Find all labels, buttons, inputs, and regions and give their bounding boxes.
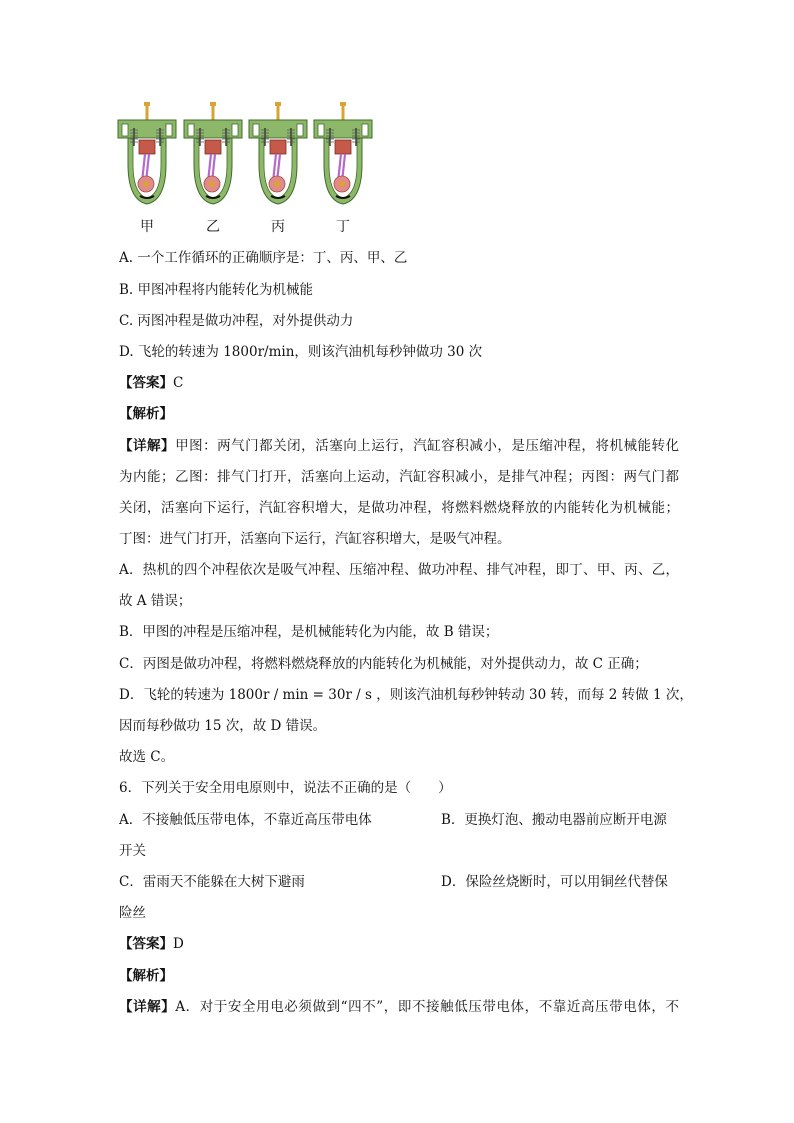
q5-explain-line-3: B．甲图的冲程是压缩冲程，是机械能转化为内能，故 B 错误； [119, 624, 499, 640]
q5-answer-tag: 【答案】 [119, 375, 173, 391]
q5-explain-line-4: C．丙图是做功冲程，将燃料燃烧释放的内能转化为机械能，对外提供动力，故 C 正确； [119, 656, 648, 672]
q5-detail-tag: 【详解】 [119, 438, 176, 454]
q6-option-d: D．保险丝烧断时，可以用铜丝代替保 [441, 874, 668, 890]
engine-ding [312, 100, 374, 236]
q6-option-a: A．不接触低压带电体，不靠近高压带电体 [119, 812, 372, 828]
engine-yi [182, 100, 244, 236]
q5-option-c: C. 丙图冲程是做功冲程，对外提供动力 [119, 313, 354, 329]
q5-analysis-tag [119, 404, 679, 424]
q5-answer [119, 373, 679, 393]
q6-detail-line-1 [119, 997, 679, 1017]
q5-conclusion: 故选 C。 [119, 749, 175, 765]
q5-option-b: B. 甲图冲程将内能转化为机械能 [119, 282, 314, 298]
engine-diagram-jia [116, 100, 178, 216]
q5-explain-line-1: A．热机的四个冲程依次是吸气冲程、压缩冲程、做功冲程、排气冲程，即丁、甲、丙、乙， [119, 562, 679, 578]
q5-detail-text-1: 甲图：两气门都关闭，活塞向上运行，汽缸容积减小，是压缩冲程，将机械能转化 [175, 438, 680, 454]
q6-analysis-label: 【解析】 [119, 968, 173, 984]
q5-detail-line-3: 关闭，活塞向下运行，汽缸容积增大，是做功冲程，将燃料燃烧释放的内能转化为机械能； [119, 500, 679, 516]
q6-option-b-cont: 开关 [119, 843, 146, 859]
q6-detail-tag: 【详解】 [119, 999, 176, 1015]
engine-label-bing: 丙 [271, 219, 285, 235]
q5-explain-line-5: D．飞轮的转速为 1800r / min = 30r / s ，则该汽油机每秒钟转动 30 转，而每 2 转做 1 次， [119, 687, 693, 703]
q5-option-a: A. 一个工作循环的正确顺序是：丁、丙、甲、乙 [119, 250, 408, 266]
q5-detail-line-4: 丁图：进气门打开，活塞向下运行，汽缸容积增大，是吸气冲程。 [119, 531, 511, 547]
engine-label-yi: 乙 [206, 219, 220, 235]
engine-strokes-figure [116, 100, 386, 236]
engine-bing [247, 100, 309, 236]
q6-detail-text-1: A．对于安全用电必须做到“四不”，即不接触低压带电体，不靠近高压带电体，不 [175, 999, 679, 1015]
q5-option-d: D. 飞轮的转速为 1800r/min，则该汽油机每秒钟做功 30 次 [119, 344, 483, 360]
q6-option-c: C．雷雨天不能躲在大树下避雨 [119, 874, 305, 890]
engine-diagram-yi [182, 100, 244, 216]
q5-explain-line-6: 因而每秒做功 15 次，故 D 错误。 [119, 718, 327, 734]
q6-answer-value: D [173, 936, 184, 952]
q6-option-d-cont: 险丝 [119, 905, 146, 921]
q5-explain-line-2: 故 A 错误； [119, 593, 192, 609]
engine-jia [116, 100, 178, 236]
q5-detail-line-2: 为内能；乙图：排气门打开，活塞向上运动，汽缸容积减小，是排气冲程；丙图：两气门都 [119, 469, 679, 485]
q6-option-b: B．更换灯泡、搬动电器前应断开电源 [441, 812, 667, 828]
engine-label-ding: 丁 [336, 219, 350, 235]
q5-detail-line-1 [119, 436, 679, 456]
q6-analysis-tag [119, 966, 679, 986]
q6-answer [119, 934, 679, 954]
q5-analysis-label: 【解析】 [119, 406, 173, 422]
engine-diagram-ding [312, 100, 374, 216]
engine-diagram-bing [247, 100, 309, 216]
engine-label-jia: 甲 [140, 219, 154, 235]
q5-answer-value: C [173, 375, 184, 391]
q6-answer-tag: 【答案】 [119, 936, 173, 952]
q6-stem: 6．下列关于安全用电原则中，说法不正确的是（ ） [119, 780, 452, 796]
